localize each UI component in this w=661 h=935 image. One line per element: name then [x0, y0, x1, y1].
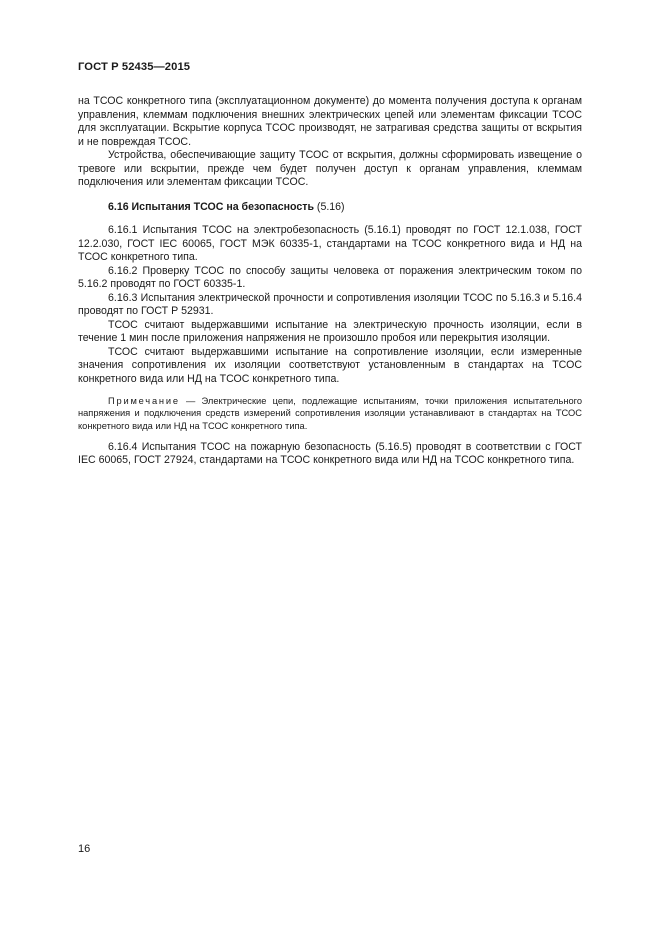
paragraph-continuation: на ТСОС конкретного типа (эксплуатационном документе) до момента получения доступа к органам управления, клеммам подключения внешних электрических цепей или элементам фиксации ТСОС для эксплуатации. Вскрытие корпуса ТСОС производят, не затрагивая средства защиты от вскрытия и не повреждая ТСОС.: [78, 95, 582, 148]
paragraph-6-16-2: 6.16.2 Проверку ТСОС по способу защиты человека от поражения электрическим током по 5.16.2 проводят по ГОСТ 60335-1.: [78, 264, 582, 290]
section-heading-ref: (5.16): [313, 200, 345, 213]
page-number: 16: [78, 843, 91, 855]
paragraph-6-16-3: 6.16.3 Испытания электрической прочности и сопротивления изоляции ТСОС по 5.16.3 и 5.16.4 проводят по ГОСТ Р 52931.: [78, 291, 582, 317]
note-label: Примечание: [108, 396, 180, 406]
note: [78, 395, 582, 432]
paragraph-tamper-alarm: Устройства, обеспечивающие защиту ТСОС от вскрытия, должны сформировать извещение о тревоге или вскрытии, прежде чем будет получен доступ к органам управления, клеммам подключения или элементам фиксации ТСОС.: [78, 149, 582, 188]
paragraph-dielectric-strength: ТСОС считают выдержавшими испытание на электрическую прочность изоляции, если в течение 1 мин после приложения напряжения не произошло пробоя или перекрытия изоляции.: [78, 318, 582, 344]
section-heading-title: 6.16 Испытания ТСОС на безопасность: [108, 200, 314, 213]
document-header: ГОСТ Р 52435—2015: [78, 61, 191, 73]
paragraph-6-16-4: 6.16.4 Испытания ТСОС на пожарную безопасность (5.16.5) проводят в соответствии с ГОСТ IEC 60065, ГОСТ 27924, стандартами на ТСОС конкретного вида или НД на ТСОС конкретного типа.: [78, 440, 582, 467]
section-heading: [78, 201, 582, 215]
paragraph-insulation-resistance: ТСОС считают выдержавшими испытание на сопротивление изоляции, если измеренные значения сопротивления их изоляции соответствуют установленным в стандартах на ТСОС конкретного вида или НД на ТСОС конкретного типа.: [78, 345, 582, 385]
document-body: [78, 95, 582, 468]
note-text: — Электрические цепи, подлежащие испытаниям, точки приложения испытательного напряжения и подключения средств измерений сопротивления изоляции устанавливают в стандартах на ТСОС конкретного вида или НД на ТСОС конкретного типа.: [78, 396, 582, 431]
paragraph-6-16-1: 6.16.1 Испытания ТСОС на электробезопасность (5.16.1) проводят по ГОСТ 12.1.038, ГОСТ 12.2.030, ГОСТ IEC 60065, ГОСТ МЭК 60335-1, стандартами на ТСОС конкретного вида и НД на ТСОС конкретного типа.: [78, 224, 582, 263]
